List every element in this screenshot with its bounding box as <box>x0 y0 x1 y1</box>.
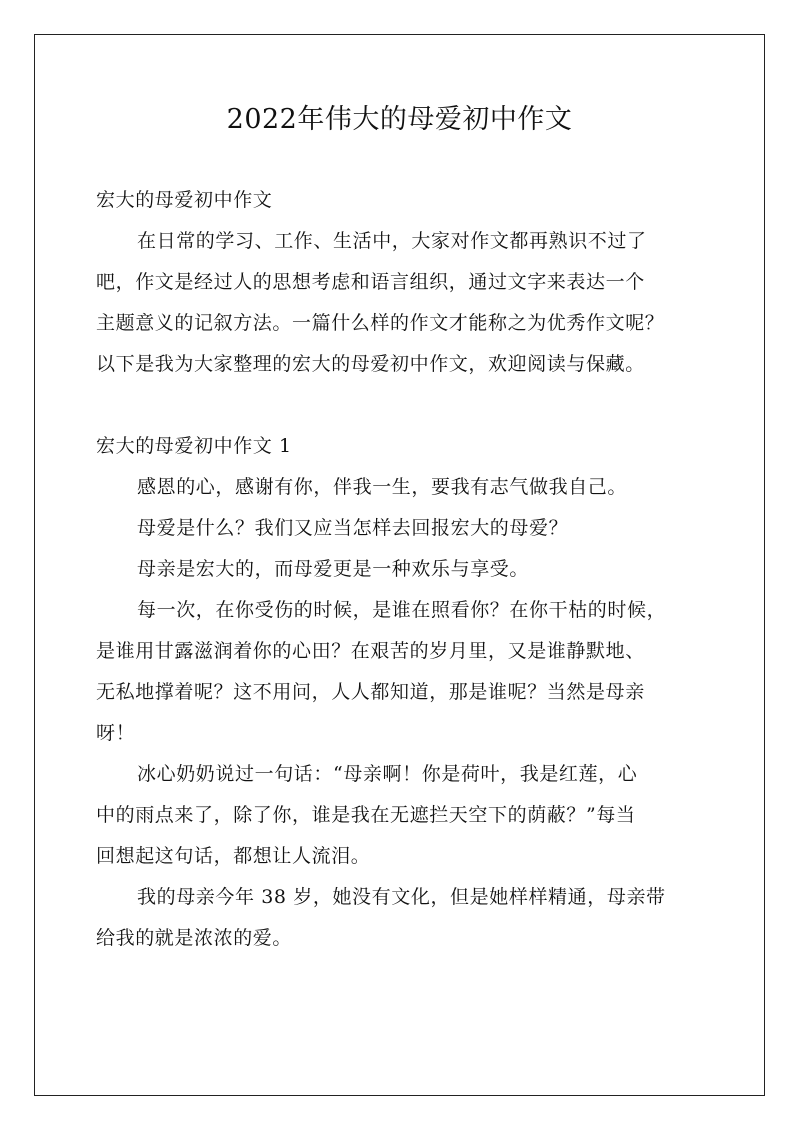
intro-line: 以下是我为大家整理的宏大的母爱初中作文，欢迎阅读与保藏。 <box>96 353 645 375</box>
blank-line <box>96 385 706 426</box>
paragraph-line: 回想起这句话，都想让人流泪。 <box>96 845 371 867</box>
paragraph-line: 我的母亲今年 38 岁，她没有文化，但是她样样精通，母亲带 <box>137 886 666 908</box>
paragraph-line: 给我的就是浓浓的爱。 <box>96 927 293 949</box>
paragraph-1: 感恩的心，感谢有你，伴我一生，要我有志气做我自己。 <box>137 476 628 498</box>
paragraph-line: 每一次，在你受伤的时候，是谁在照看你？在你干枯的时候， <box>137 599 667 621</box>
paragraph-line: 中的雨点来了，除了你，谁是我在无遮拦天空下的荫蔽？”每当 <box>96 804 636 826</box>
intro-paragraph <box>96 221 706 385</box>
paragraph-3: 母亲是宏大的，而母爱更是一种欢乐与享受。 <box>137 558 530 580</box>
document-title: 2022年伟大的母爱初中作文 <box>226 104 573 135</box>
intro-line: 主题意义的记叙方法。一篇什么样的作文才能称之为优秀作文呢？ <box>96 312 665 334</box>
intro-line: 在日常的学习、工作、生活中，大家对作文都再熟识不过了 <box>137 230 647 252</box>
paragraph-line: 呀！ <box>96 722 136 744</box>
paragraph-6 <box>96 877 706 959</box>
paragraph-line: 无私地撑着呢？这不用问，人人都知道，那是谁呢？当然是母亲 <box>96 681 645 703</box>
document-subtitle: 宏大的母爱初中作文 <box>96 189 273 211</box>
paragraph-5 <box>96 754 706 877</box>
section-heading: 宏大的母爱初中作文 1 <box>96 435 292 457</box>
document-body <box>96 180 706 959</box>
paragraph-line: 是谁用甘露滋润着你的心田？在艰苦的岁月里，又是谁静默地、 <box>96 640 645 662</box>
paragraph-2: 母爱是什么？我们又应当怎样去回报宏大的母爱？ <box>137 517 569 539</box>
paragraph-line: 冰心奶奶说过一句话：“母亲啊！你是荷叶，我是红莲，心 <box>137 763 638 785</box>
paragraph-4 <box>96 590 706 754</box>
intro-line: 吧，作文是经过人的思想考虑和语言组织，通过文字来表达一个 <box>96 271 645 293</box>
